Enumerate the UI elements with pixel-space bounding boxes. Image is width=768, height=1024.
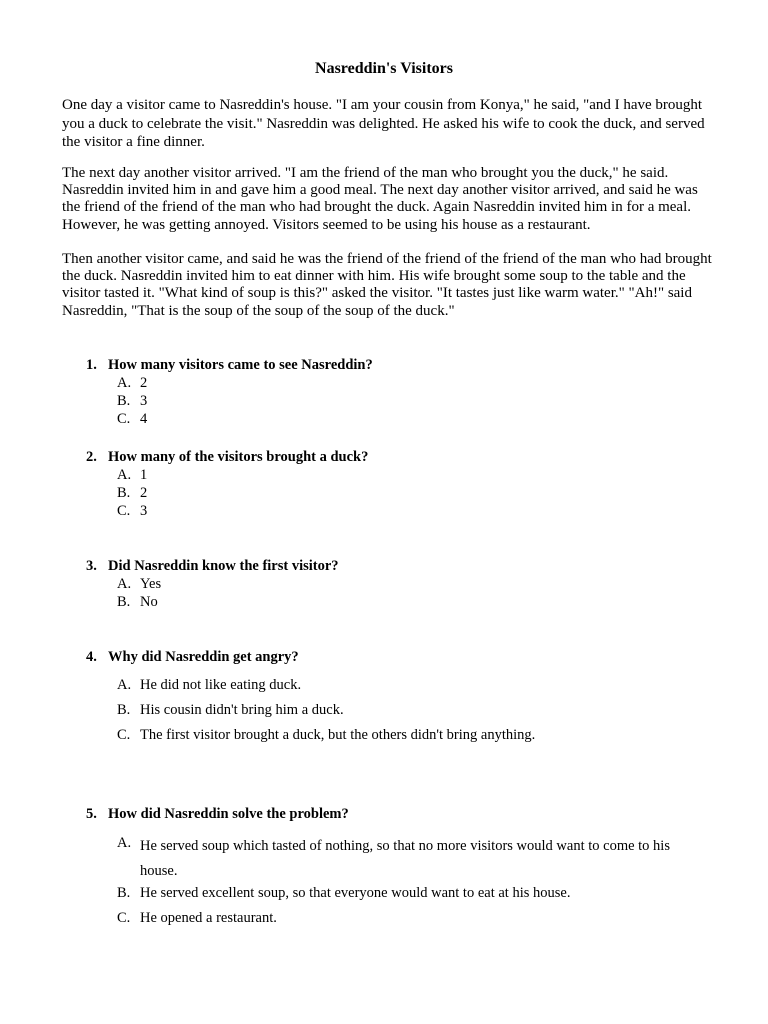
option-text: He served excellent soup, so that everyone would want to eat at his house. [140, 885, 571, 901]
question-3-heading [86, 557, 726, 575]
question-5-heading [86, 805, 726, 834]
option-text: His cousin didn't bring him a duck. [140, 702, 344, 718]
option-letter: A. [117, 677, 132, 693]
option-text: He did not like eating duck. [140, 677, 302, 693]
question-3 [86, 557, 726, 611]
page-title: Nasreddin's Visitors [315, 60, 453, 77]
answer-option [86, 392, 726, 410]
question-number: 4. [86, 649, 97, 665]
question-2 [86, 448, 726, 520]
answer-option [86, 374, 726, 392]
option-letter: A. [117, 467, 132, 483]
answer-option [86, 466, 726, 484]
story-paragraph-2: The next day another visitor arrived. "I am the friend of the man who brought you the duck," he said. Nasreddin invited him in and gave him a good meal. The next day another visitor arrived, and said he was the friend of the friend of the man who had brought the duck. Again Nasreddin invited him in for a meal. However, he was getting annoyed. Visitors seemed to be using his house as a restaurant. [62, 165, 698, 233]
option-text: He served soup which tasted of nothing, so that no more visitors would want to come to his house. [140, 838, 670, 879]
option-letter: A. [117, 835, 132, 851]
option-text: The first visitor brought a duck, but the others didn't bring anything. [140, 727, 536, 743]
question-number: 1. [86, 357, 97, 373]
option-text: 1 [140, 467, 148, 483]
question-5 [86, 805, 726, 934]
answer-option [86, 834, 726, 884]
option-letter: B. [117, 594, 131, 610]
answer-option [86, 575, 726, 593]
option-letter: B. [117, 702, 131, 718]
option-text: 2 [140, 375, 148, 391]
answer-option [86, 593, 726, 611]
question-text: How did Nasreddin solve the problem? [108, 806, 349, 822]
answer-option [86, 701, 726, 726]
option-text: No [140, 594, 158, 610]
answer-option [86, 484, 726, 502]
option-text: 3 [140, 503, 148, 519]
option-letter: C. [117, 503, 131, 519]
answer-option [86, 909, 726, 934]
option-text: 2 [140, 485, 148, 501]
answer-option [86, 676, 726, 701]
question-text: Did Nasreddin know the first visitor? [108, 558, 339, 574]
option-letter: C. [117, 411, 131, 427]
question-text: Why did Nasreddin get angry? [108, 649, 299, 665]
question-number: 3. [86, 558, 97, 574]
option-text: 4 [140, 411, 148, 427]
question-4-heading [86, 648, 726, 676]
question-1 [86, 356, 726, 428]
option-letter: A. [117, 375, 132, 391]
option-letter: C. [117, 727, 131, 743]
option-text: Yes [140, 576, 162, 592]
question-text: How many visitors came to see Nasreddin? [108, 357, 373, 373]
question-text: How many of the visitors brought a duck? [108, 449, 369, 465]
option-letter: A. [117, 576, 132, 592]
option-text: He opened a restaurant. [140, 910, 277, 926]
option-letter: C. [117, 910, 131, 926]
question-1-heading [86, 356, 726, 374]
story-paragraph-3: Then another visitor came, and said he was the friend of the friend of the friend of the man who had brought the duck. Nasreddin invited him to eat dinner with him. His wife brought some soup to the table and the visitor tasted it. "What kind of soup is this?" asked the visitor. "It tastes just like warm water." "Ah!" said Nasreddin, "That is the soup of the soup of the soup of the duck." [62, 251, 712, 319]
option-letter: B. [117, 885, 131, 901]
option-letter: B. [117, 485, 131, 501]
option-text: 3 [140, 393, 148, 409]
story-paragraph-1: One day a visitor came to Nasreddin's house. "I am your cousin from Konya," he said, "and I have brought you a duck to celebrate the visit." Nasreddin was delighted. He asked his wife to cook the duck, and served the visitor a fine dinner. [62, 97, 705, 150]
question-number: 5. [86, 806, 97, 822]
answer-option [86, 884, 726, 909]
question-number: 2. [86, 449, 97, 465]
question-4 [86, 648, 726, 751]
answer-option [86, 410, 726, 428]
option-letter: B. [117, 393, 131, 409]
answer-option [86, 726, 726, 751]
question-2-heading [86, 448, 726, 466]
answer-option [86, 502, 726, 520]
